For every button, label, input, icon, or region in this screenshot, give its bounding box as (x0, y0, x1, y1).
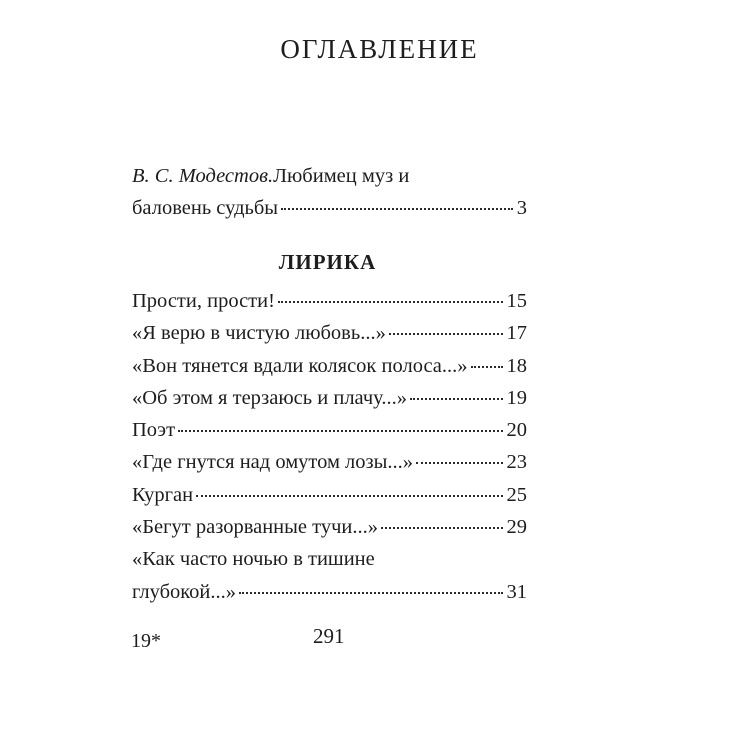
dot-leader (278, 301, 503, 303)
dot-leader (281, 208, 513, 210)
page-number: 291 (313, 624, 345, 648)
toc-entry-title: «Бегут разорванные тучи...» (132, 516, 378, 539)
toc-entry-title: «Я верю в чистую любовь...» (132, 322, 386, 345)
toc-entry-title: Курган (132, 483, 194, 506)
intro-title-line1: Любимец муз и (273, 165, 410, 187)
toc-entry-title: Поэт (132, 419, 176, 442)
section-title: ЛИРИКА (278, 250, 377, 274)
dot-leader (389, 333, 503, 335)
toc-entry (132, 511, 527, 543)
toc-entry (132, 350, 527, 382)
signature-mark: 19* (131, 630, 161, 652)
dot-leader (239, 592, 502, 594)
toc-entry-page: 29 (506, 516, 527, 539)
toc-entry-page: 25 (506, 483, 527, 506)
toc-entry (132, 479, 527, 511)
page-heading: ОГЛАВЛЕНИЕ (280, 34, 479, 64)
dot-leader (381, 527, 503, 529)
intro-entry (132, 160, 527, 224)
dot-leader (178, 430, 502, 432)
toc-entry-title-line1: «Как часто ночью в тишине (132, 548, 375, 571)
toc-list (132, 285, 527, 608)
dot-leader (196, 495, 502, 497)
toc-entry-title: «Об этом я терзаюсь и плачу...» (132, 386, 407, 409)
toc-entry-page: 15 (506, 290, 527, 312)
intro-title-line2: баловень судьбы (132, 197, 279, 219)
toc-entry (132, 317, 527, 349)
toc-entry (132, 285, 527, 317)
intro-entry-line1 (132, 160, 527, 192)
toc-entry (132, 414, 527, 446)
toc-entry-line2 (132, 576, 527, 608)
intro-entry-line2 (132, 192, 527, 224)
toc-entry-title-line2: глубокой...» (132, 580, 237, 603)
toc-entry (132, 382, 527, 414)
toc-entry-title: Прости, прости! (132, 290, 275, 312)
intro-author: В. С. Модестов. (132, 165, 274, 187)
toc-entry-line1 (132, 543, 527, 575)
toc-entry-page: 20 (506, 419, 527, 442)
dot-leader (410, 398, 503, 400)
toc-entry-page: 19 (506, 386, 527, 409)
toc-entry-page: 31 (506, 580, 527, 603)
toc-entry (132, 446, 527, 478)
toc-entry-title: «Вон тянется вдали колясок полоса...» (132, 354, 468, 377)
dot-leader (471, 366, 503, 368)
toc-entry-page: 18 (506, 354, 527, 377)
intro-page: 3 (516, 197, 527, 219)
toc-entry-page: 17 (506, 322, 527, 345)
toc-entry-title: «Где гнутся над омутом лозы...» (132, 451, 414, 474)
toc-entry-page: 23 (506, 451, 527, 474)
dot-leader (416, 462, 502, 464)
